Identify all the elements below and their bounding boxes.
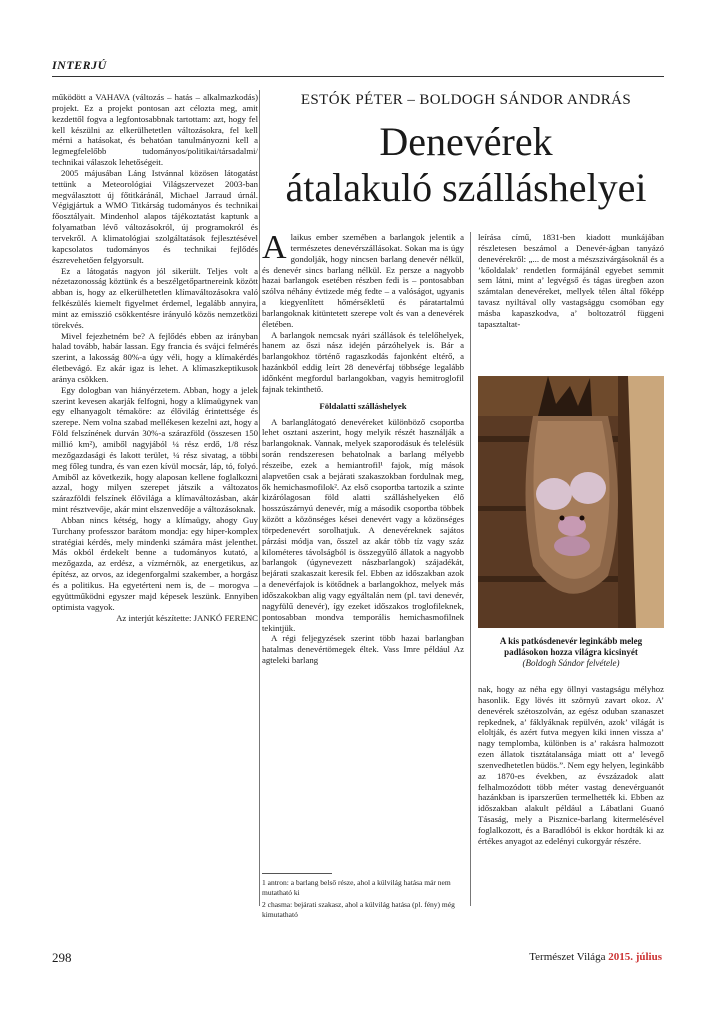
section-label: INTERJÚ (52, 58, 107, 72)
photo-caption (478, 636, 664, 669)
interview-credit: Az interjút készítette: JANKÓ FERENC (116, 612, 258, 623)
caption-credit: (Boldogh Sándor felvétele) (522, 658, 620, 668)
paragraph: leírása című, 1831-ben kiadott munkájában részletesen beszámol a Denevér-ágban tanyázó denevérekről: „... de most a mészszivárgásoknál és a ’kőoldalak’ rendetlen formájánál egyebet semmit sem látni, mint a’ legvégső és tágas üregben azon számtalan denevéreket, mellyek télen által főképp tavasz nyiltával olly vastagsággu csomóban egy másba kapaszkodva, a’ boltozatról függeni tapasztaltat- (478, 232, 664, 329)
column-divider (259, 90, 260, 906)
paragraph: A barlanglátogató denevéreket különböző csoportba lehet osztani aszerint, hogy melyik részét használják a barlangoknak. Vannak, melyek szaporodásuk és telelésük során rendszeresen behatolnak a barlang mélyebb részeibe, ezek a hemiantrofil¹ fajok, míg mások alapvetően csak a bejárati szakaszokban fordulnak meg, ők hemichasmofilok². Az első csoportba tartozik a szinte kizárólagosan föld alatti szálláshelyeken élő hosszúszárnyú denevér, míg a második csoportba többek között a közönséges kései denevért vagy a közönséges törpedenevért sorolhatjuk. A denevéreknek sajátos párzási módja van, ősszel az akár több tíz vagy száz kilométeres távolságból is összegyűlő állatok a nagyobb barlangok (úgynevezett nászbarlangok) szájadékát, bejárati szakaszait keresik fel. Ebben az időszakban azok a denevérfajok is kötődnek a barlangokhoz, melyek más időszakokban alig vagy egyáltalán nem (pl. tavi denevér, nagyfülű denevér), így ezeket időszakos troglofileknek, pontosabban mondva temporális hemichasmofilnek tekintjük. (262, 416, 464, 633)
bat-image (478, 376, 664, 628)
magazine-name: Természet Világa (529, 951, 606, 963)
article-column-2 (478, 232, 664, 330)
footnote: 2 chasma: bejárati szakasz, ahol a külvilág hatása (pl. fény) még kimutatható (262, 900, 455, 919)
paragraph: működött a VAHAVA (változás – hatás – alkalmazkodás) projekt. Ez a projekt pontosan azt célozta meg, amit kezdettől fogva a legfontosabbnak tartottam: azt, hogy fel kell készülni az elkerülhetetlen változásokra, fel kell mérni a hatásokat, és behatóan tanulmányozni kell a legmegfelelőbb tudományos/politikai/társadalmi/ technikai válaszok lehetőségeit. (52, 92, 258, 168)
paragraph: Egy dologban van hiányérzetem. Abban, hogy a jelek szerint kevesen akarják felfogni, hogy a klímaügynek van egy elhanyagolt témaköre: az élővilág érintettsége és szerepe. Nem volna szabad mellékesen kezelni azt, hogy a Föld felszínének durván 30%-a szárazföld (összesen 150 millió km²), amiből nagyjából ¼ rész erdő, 1/8 rész mezőgazdasági és lakott terület, ¼ rész sivatag, a többi meg főleg tundra, és van ezen kívül mocsár, láp, tó, folyó. Amiből az következik, hogy alaposan kellene foglalkozni azzal, hogy milyen szerepet játszik a változatos szárazföldi felszínek élővilága a klímaváltozásban, akár mint résztvevője, akár mint elszenvedője a változásoknak. (52, 384, 258, 515)
footnote: 1 antron: a barlang belső része, ahol a külvilág hatása már nem mutatható ki (262, 878, 451, 897)
paragraph: A régi feljegyzések szerint több hazai barlangban hatalmas denevértömegek éltek. Vass Imre például Az agteleki barlang (262, 633, 464, 666)
paragraph: A barlangok nemcsak nyári szállások és telelőhelyek, hanem az őszi nász idején párzóhelyek is. Bár a barlangokhoz történő ragaszkodás fajonként eltérő, a hazánkból eddig leírt 28 denevérfaj többsége legalább időnként megfordul barlangokban, vagyis hemitroglofil fajnak tekinthető. (262, 329, 464, 394)
magazine-issue: 2015. július (608, 951, 662, 963)
article-column-1 (262, 229, 464, 666)
page-number: 298 (52, 950, 72, 965)
paragraph: Mivel fejezhetném be? A fejlődés ebben az irányban halad tovább, habár lassan. Egy francia és svájci felmérés szerint, a lakosság 80%-a úgy véli, hogy a klímakérdés életbevágó. Ez akár igaz is lehet. A klímaszkeptikusok aránya csökken. (52, 330, 258, 384)
column-divider (470, 232, 471, 906)
header-rule (52, 76, 664, 77)
subheading: Földalatti szálláshelyek (319, 400, 407, 411)
paragraph: nak, hogy az néha egy öllnyi vastagságu mélyhoz hasonlik. Egy lövés itt szörnyü zavart okoz. A’ denevérek szétoszolván, az egész oduban szanaszet repkednek, a’ fáklyáknak repülvén, azok’ világát is eloltják, és azért futva megyen kiki innen vissza a’ nagy templomba, különben is a’ rakásra halmozott ezen állatok tisztátalansága miatt ott a’ levegő szenvedhetetlen büdös.”. Nem egy helyen, leginkább az 1870-es években, az évszázadok alatt felhalmozódott több méter vastag denevérguanót hazánkban is iparszerűen termelhették ki. Ebben az időszakban alakult például a Lábatlani Guanó Tásaság, mely a Pisznice-barlang kitermelésével foglalkozott, és a Baradlóból is ekkor hordták ki az értékes anyagot az edelényi cukorgyár részére. (478, 684, 664, 846)
article-column-2-continued (478, 684, 664, 847)
paragraph: Alaikus ember szemében a barlangok jelentik a természetes denevérszállásokat. Sokan ma is úgy gondolják, hogy nincsen barlang denevér nélkül, és denevér sincs barlang nélkül. Ez persze a nagyobb hazai barlangok esetében részben fedi is – pontosabban szólva néhány évtizede még fedte – a valóságot, ugyanis a kiegyenlített hőmérsékletű és páratartalmú barlangoknak kitüntetett szerepe volt és van a denevérek életében. (262, 229, 464, 329)
article-title-line2: átalakuló szálláshelyei (285, 165, 647, 210)
bat-photo (478, 376, 664, 628)
paragraph: 2005 májusában Láng Istvánnal közösen látogatást tettünk a Meteorológiai Világszervezet 2003-ban megválasztott új főtitkáránál, Michael Jarraud úrnál. Végigjártuk a WMO Titkárság tudományos és technikai főosztályait. Mindenhol alapos tájékoztatást kaptunk a folyamatban lévő változásokról, új programokról és tervekről. A klimatológiai szolgáltatások fejlesztésével kapcsolatos tudományos és technikai fejlődés észrevehetően felgyorsult. (52, 167, 258, 265)
article-authors: ESTÓK PÉTER – BOLDOGH SÁNDOR ANDRÁS (300, 92, 632, 108)
interview-column (52, 92, 258, 623)
article-title-line1: Denevérek (379, 119, 553, 164)
drop-cap: A (262, 229, 287, 266)
paragraph: Abban nincs kétség, hogy a klímaügy, ahogy Guy Turchany professzor barátom mondja: egy hiper-komplex stratégiai kérdés, mely mindenki számára mást jelenthet. Más okból érdekelt benne a tudományos kutató, a mezőgazda, az erdész, a vízmérnök, az energetikus, az építész, az orvos, az idegenforgalmi szakember, a horgász és a politikus. Ha egyetérteni nem is, de – morogva – együttműködni egyszer majd képesek leszünk. Ennyiben optimista vagyok. (52, 514, 258, 612)
magazine-footer (529, 951, 662, 963)
paragraph: Ez a látogatás nagyon jól sikerült. Teljes volt a nézetazonosság köztünk és a beszélgetőpartnereink között abban is, hogy az elkerülhetetlen klímaváltozásokra való felkészülés kiemelt figyelmet érdemel, legalább annyira, mint az emisszió csökkentésre irányuló közös nemzetközi törekvés. (52, 265, 258, 330)
footnote-rule (262, 873, 332, 874)
caption-title: A kis patkósdenevér leginkább meleg padlásokon hozza világra kicsinyét (499, 636, 643, 657)
